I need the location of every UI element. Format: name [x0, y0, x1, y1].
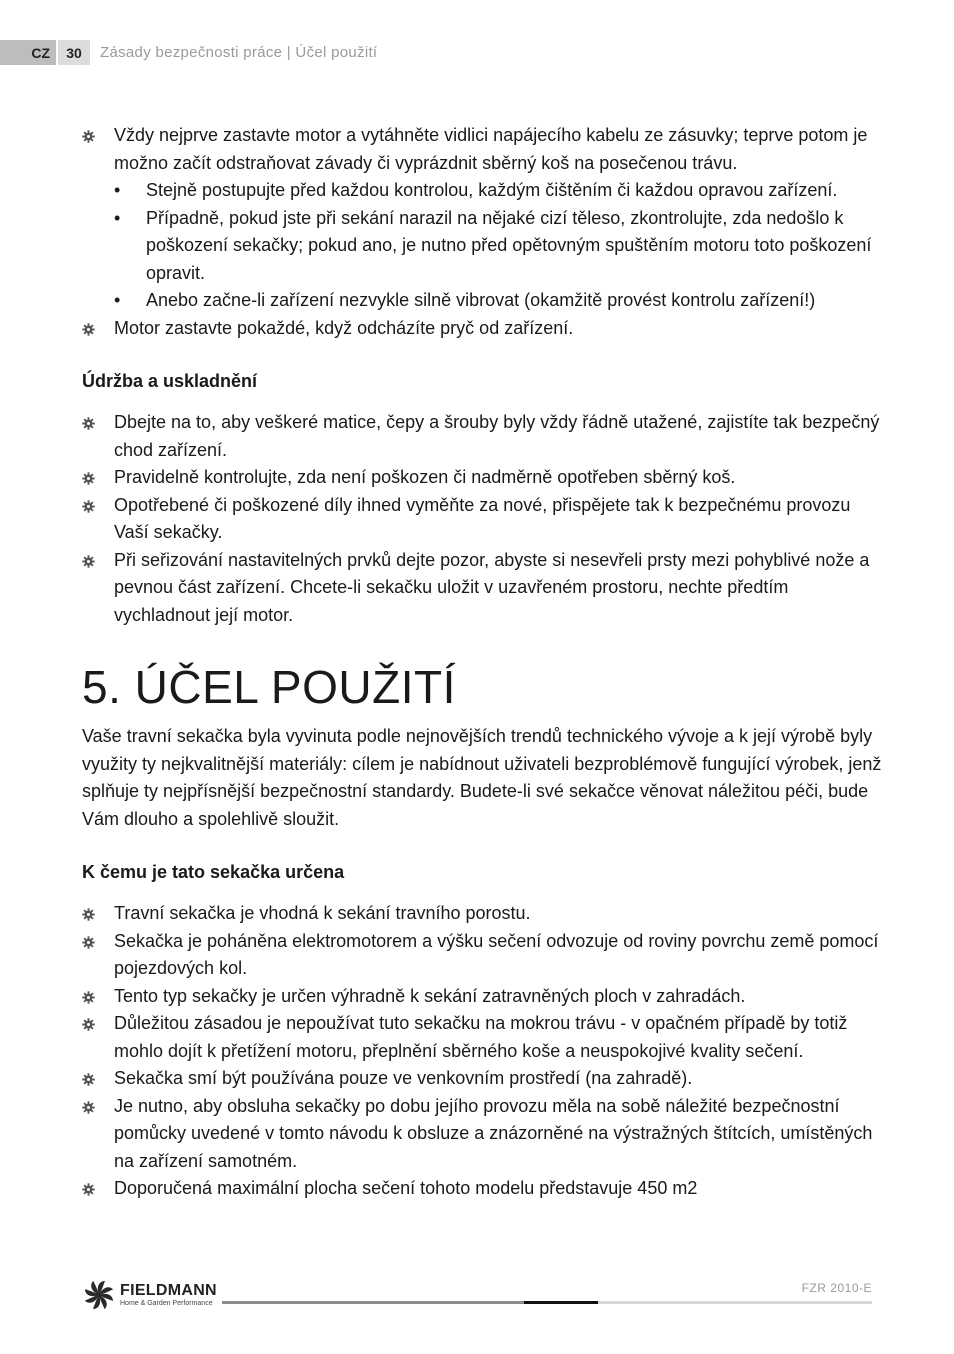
- sub-list-item: • Případně, pokud jste při sekání narazil na nějaké cizí těleso, zkontrolujte, zda nedošlo k poškození sekačky; pokud ano, je nutno před opětovným spuštěním motoru toto poškození opravit.: [146, 205, 882, 288]
- bullet-dot: •: [114, 180, 121, 200]
- list-item: Je nutno, aby obsluha sekačky po dobu jejího provozu měla na sobě náležité bezpečnostní pomůcky uvedené v tomto návodu k obsluze a znázorněné na výstražných štítcích, umístěných na zařízení samotném.: [82, 1093, 882, 1176]
- gear-bullet-icon: [82, 991, 95, 1004]
- language-tab: CZ: [0, 40, 56, 65]
- logo-text: [120, 1283, 217, 1308]
- model-number: FZR 2010-E: [801, 1281, 872, 1295]
- page-number: 30: [58, 40, 90, 65]
- purpose-list: [82, 900, 882, 1203]
- section-title: 5. ÚČEL POUŽITÍ: [82, 661, 456, 713]
- bullet-dot: •: [114, 207, 121, 228]
- list-item: Sekačka je poháněna elektromotorem a výšku sečení odvozuje od roviny povrchu země pomocí pojezdových kol.: [82, 928, 882, 983]
- footer-rule-light: [598, 1301, 872, 1304]
- sub-list-item: • Anebo začne-li zařízení nezvykle silně vibrovat (okamžitě provést kontrolu zařízení!): [146, 287, 882, 315]
- safety-list: [82, 122, 882, 177]
- list-item: Motor zastavte pokaždé, když odcházíte pryč od zařízení.: [82, 315, 882, 343]
- list-item: Opotřebené či poškozené díly ihned vyměňte za nové, přispějete tak k bezpečnému provozu Vaší sekačky.: [82, 492, 882, 547]
- list-item: Při seřizování nastavitelných prvků dejte pozor, abyste si nesevřeli prsty mezi pohyblivé nože a pevnou část zařízení. Chcete-li sekačku uložit v uzavřeném prostoru, nechte předtím vychladnout její motor.: [82, 547, 882, 630]
- sub-list: [82, 177, 882, 315]
- gear-bullet-icon: [82, 1073, 95, 1086]
- list-item: Pravidelně kontrolujte, zda není poškozen či nadměrně opotřeben sběrný koš.: [82, 464, 882, 492]
- page-content: [82, 122, 882, 1203]
- gear-bullet-icon: [82, 936, 95, 949]
- maintenance-heading: Údržba a uskladnění: [82, 371, 258, 391]
- list-item: Tento typ sekačky je určen výhradně k sekání zatravněných ploch v zahradách.: [82, 983, 882, 1011]
- list-item: Doporučená maximální plocha sečení tohoto modelu představuje 450 m2: [82, 1175, 882, 1203]
- gear-bullet-icon: [82, 500, 95, 513]
- brand-name: FIELDMANN: [120, 1281, 217, 1299]
- sub-list-item: • Stejně postupujte před každou kontrolou, každým čištěním či každou opravou zařízení.: [146, 177, 882, 205]
- bullet-dot: •: [114, 290, 121, 310]
- purpose-heading: K čemu je tato sekačka určena: [82, 862, 345, 882]
- maintenance-list: [82, 409, 882, 629]
- gear-bullet-icon: [82, 1183, 95, 1196]
- gear-bullet-icon: [82, 1101, 95, 1114]
- fan-logo-icon: [82, 1278, 116, 1312]
- gear-bullet-icon: [82, 555, 95, 568]
- list-item: Dbejte na to, aby veškeré matice, čepy a šrouby byly vždy řádně utažené, zajistíte tak bezpečný chod zařízení.: [82, 409, 882, 464]
- brand-tagline: Home & Garden Performance: [120, 1299, 213, 1307]
- header-title: Zásady bezpečnosti práce | Účel použití: [100, 44, 378, 61]
- list-item: Důležitou zásadou je nepoužívat tuto sekačku na mokrou trávu - v opačném případě by totiž mohlo dojít k přetížení motoru, přeplnění sběrného koše a neuspokojivé kvality sečení.: [82, 1010, 882, 1065]
- safety-list-cont: [82, 315, 882, 343]
- list-item: Vždy nejprve zastavte motor a vytáhněte vidlici napájecího kabelu ze zásuvky; teprve potom je možno začít odstraňovat závady či vyprázdnit sběrný koš na posečenou trávu.: [82, 122, 882, 177]
- gear-bullet-icon: [82, 1018, 95, 1031]
- list-item: Sekačka smí být používána pouze ve venkovním prostředí (na zahradě).: [82, 1065, 882, 1093]
- gear-bullet-icon: [82, 908, 95, 921]
- gear-bullet-icon: [82, 323, 95, 336]
- list-item: Travní sekačka je vhodná k sekání travního porostu.: [82, 900, 882, 928]
- section-intro: Vaše travní sekačka byla vyvinuta podle nejnovějších trendů technického vývoje a k její výrobě byly využity ty nejkvalitnější materiály: cílem je nabídnout uživateli bezproblémově fungující výrobek, jenž splňuje ty nejpřísnější bezpečnostní standardy. Budete-li své sekačce věnovat náležitou péči, bude Vám dlouho a spolehlivě sloužit.: [82, 726, 882, 829]
- footer-rule-accent: [524, 1301, 598, 1304]
- gear-bullet-icon: [82, 417, 95, 430]
- gear-bullet-icon: [82, 130, 95, 143]
- brand-logo: [82, 1278, 217, 1312]
- page-header: [0, 40, 377, 65]
- gear-bullet-icon: [82, 472, 95, 485]
